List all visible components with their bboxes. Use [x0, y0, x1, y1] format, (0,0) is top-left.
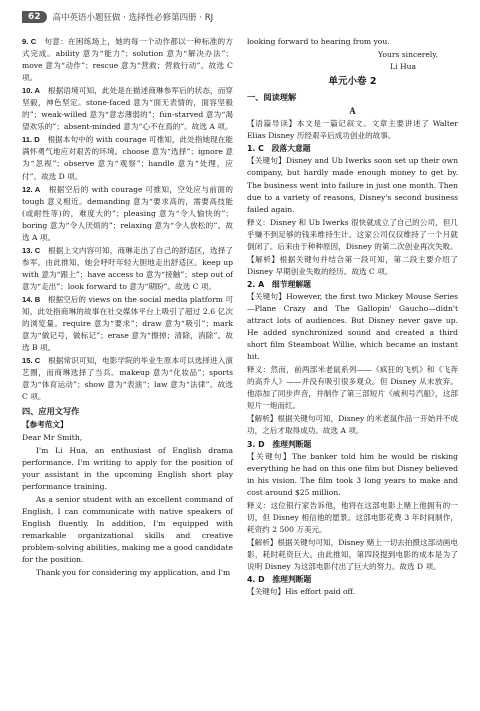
question-3-key-sentence: 【关键句】The banker told him he would be risking everything he had on this one film but Disney believed in his vision. The film took 3 long years to make and cost around $25 million. [247, 451, 458, 497]
question-1-heading: 1. C 段落大意题 [247, 144, 311, 154]
answer-q13 [22, 245, 233, 293]
sample-essay-tag: 【参考范文】 [22, 420, 68, 430]
book-title: 高中英语小题狂做 · 选择性必修第四册 · RJ [52, 13, 214, 23]
question-3-translation: 释义：这位银行家告诉他，他将在这部电影上赌上他拥有的一切，但 Disney 相信他的愿景。这部电影花费 3 年时间制作，耗资约 2 500 万美元。 [247, 500, 458, 534]
question-2-translation: 释义：然而，前两部米老鼠系列——《疯狂的飞机》和《飞奔的高乔人》——并没有吸引很多观众。但 Disney 从未放弃。他添加了同步声音，并制作了第三部短片《威利号汽船》，这部短片一炮而红。 [247, 365, 458, 411]
answer-explanation: 根据上文内容可知，商琳走出了自己的舒适区，选择了参军。由此推知，她会呼吁年轻大胆地走出舒适区。keep up with 意为“跟上”；have access to 意为“接触”；step out of 意为“走出”；look forward to 意为“期盼”。故选 C 项。 [22, 245, 233, 291]
answer-q11 [22, 134, 233, 182]
answer-explanation: 根据空后的 views on the social media platform 可知，此处指商琳的故事在社交媒体平台上吸引了超过 2.6 亿次的浏览量。require 意为“要求”；draw 意为“吸引”；mark 意为“做记号，做标记”；erase 意为“擦掉；清除，消除”。故选 B 项。 [22, 294, 234, 353]
answer-explanation: 根据本句中的 with courage 可推知，此处指她现在能满怀勇气地应对艰苦的环境。choose 意为“选择”；ignore 意为“忽视”；observe 意为“观察”；handle 意为“处理，应付”。故选 D 项。 [22, 135, 234, 181]
section-heading-writing: 四、应用文写作 [22, 406, 80, 417]
question-4-key-sentence: 【关键句】His effort paid off. [247, 587, 356, 597]
answer-number: 12. A [22, 184, 41, 194]
letter-salutation: Dear Mr Smith, [22, 432, 83, 442]
page-number: 62 [22, 11, 47, 23]
answer-explanation: 句意：在困练场上，她的每一个动作都以一种标准的方式完成。ability 意为“能力”；solution 意为“解决办法”；move 意为“动作”；rescue 意为“营救；营救行动”。故选 C 项。 [22, 37, 234, 83]
question-2-heading: 2. A 细节理解题 [247, 279, 311, 289]
letter-paragraph-1: I'm Li Hua, an enthusiast of English drama performance. I'm writing to apply for the position of your assistant in the upcoming English short play performance training. [22, 445, 233, 491]
answer-number: 15. C [22, 356, 41, 366]
question-2-analysis: 【解析】根据关键句可知，Disney 的米老鼠作品一开始并不成功，之后才取得成功。故选 A 项。 [247, 414, 458, 436]
answer-number: 11. D [22, 135, 40, 145]
answer-explanation: 根据空后的 with courage 可推知，空处应与前面的 tough 意义相近。demanding 意为“要求高的，需要高技能(或耐性等)的，难度大的”；pleasing 意为“令人愉快的”；boring 意为“令人厌烦的”；relaxing 意为“令人放松的”。故选 A 项。 [22, 184, 234, 242]
letter-continuation: looking forward to hearing from you. [247, 37, 390, 46]
passage-label: A [349, 106, 356, 117]
answer-number: 9. C [22, 37, 37, 46]
section-heading-reading: 一、阅读理解 [247, 92, 297, 103]
question-3-heading: 3. D 推理判断题 [247, 439, 312, 449]
answer-number: 13. C [22, 245, 41, 255]
answer-explanation: 根据常识可知，电影学院的毕业生原本可以选择进入演艺圈，而商琳选择了当兵。makeup 意为“化妆品”；sports 意为“体育运动”；show 意为“表演”；law 意为“法律”。故选 C 项。 [22, 356, 233, 402]
answer-q15 [22, 355, 233, 403]
letter-paragraph-2: As a senior student with an excellent command of English, I can communicate with native speakers of English fluently. In addition, I'm equipped with remarkable organizational skills and creative problem-solving abilities, making me a good candidate for the position. [22, 494, 233, 564]
passage-guide: 【语篇导读】本文是一篇记叙文。文章主要讲述了 Walter Elias Disney 历经艰辛后成功创业的故事。 [247, 119, 458, 141]
question-4-heading: 4. D 推理判断题 [247, 575, 312, 585]
unit-title: 单元小卷 2 [328, 76, 377, 88]
answer-q12 [22, 184, 233, 244]
question-3-analysis: 【解析】根据关键句可知，Disney 赌上一切去拍摄这部动画电影，耗时耗资巨大。由此推知，第四段提到电影的成本是为了说明 Disney 为这部电影付出了巨大的努力。故选 D 项。 [247, 537, 458, 571]
letter-paragraph-3: Thank you for considering my application, and I'm [36, 568, 231, 578]
answer-q10 [22, 85, 233, 133]
left-column [22, 36, 233, 580]
answer-q14 [22, 294, 233, 354]
question-1-key-sentence: 【关键句】Disney and Ub Iwerks soon set up their own company, but hardly made enough money to get by. The business went into failure in just one month. Then due to a variety of reasons, Disney's second business failed again. [247, 156, 458, 214]
page-header [22, 8, 462, 26]
question-2-key-sentence: 【关键句】However, the first two Mickey Mouse Series—Plane Crazy and The Gallopin' Gaucho—didn't attract lots of audiences. But Disney never gave up. He added synchronized sound and created a third short film Steamboat Willie, which became an instant hit. [247, 291, 458, 362]
right-column [247, 36, 458, 599]
answer-explanation: 根据语境可知，此处是在描述商琳参军后的状态，而穿坚毅，神色坚定。stone-faced 意为“面无表情的，面容坚毅的”；weak-willed 意为“意志薄弱的”；fun-starved 意为“渴望欢乐的”；absent-minded 意为“心不在焉的”。故选 A 项。 [22, 86, 234, 132]
question-1-analysis: 【解析】根据关键句并结合第一段可知，第二段主要介绍了 Disney 早期创业失败的经历。故选 C 项。 [247, 254, 458, 276]
letter-closing: Yours sincerely, [378, 50, 438, 60]
question-1-translation: 释义：Disney 和 Ub Iwerks 很快就成立了自己的公司，但几乎赚不到足够的钱来维持生计。这家公司仅仅维持了一个月就倒闭了。后来由于种种原因，Disney 的第二次创业再次失败。 [247, 217, 458, 251]
answer-number: 14. B [22, 294, 41, 304]
letter-signature: Li Hua [390, 62, 416, 72]
answer-number: 10. A [22, 86, 40, 96]
answer-q9 [22, 36, 233, 84]
